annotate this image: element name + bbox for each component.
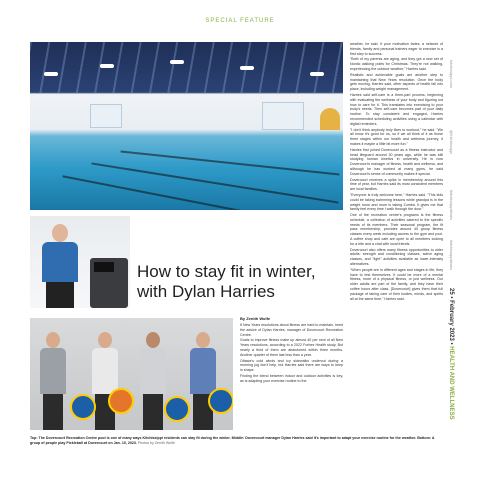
ceiling-light <box>44 72 58 76</box>
article-headline: How to stay fit in winter, with Dylan Harries <box>137 262 316 301</box>
paragraph: "Both of my parents are aging, and they got a new set of Nordic walking poles for Christmas. They're not walking, experiencing the outdoor weather," Harries said. <box>350 57 443 71</box>
caption-text: Top: The Dovercourt Recreation Centre pool is one of many ways Kitchissippi residents can stay fit during the winter. Middle: Dovercourt manager Dylan Harries said it's important to adapt your exercise routine for the weather. Bottom: A group of people play Pickleball at Dovercourt on Jan. 10, 2023. <box>30 436 435 445</box>
page-number: 25 <box>448 288 454 295</box>
paragraph: "When people are in different ages and stages in life, they have to test themselves. It could be more of a mental fitness, more of a physical fitness, or just wellness. Our older adults are part of the family, and they have their coffee hours after class. [Dovercourt] gives them that full package of taking care of their bodies, minds, and spirits all at the same time," Harries said. <box>350 267 443 301</box>
pickleball-group-photo <box>30 318 233 430</box>
wall-panel <box>262 102 304 130</box>
pickleball-paddle <box>208 388 233 414</box>
hot-tub-tower <box>320 108 340 130</box>
person-legs <box>46 282 74 308</box>
paragraph: Finding the blend between indoor and outdoor activities is key, as is adapting your exercise routine to the <box>240 373 343 383</box>
rail-social-instagram: /kitchissippitimes <box>449 240 454 271</box>
paragraph: One of the recreation centre's programs is the fitness schedule, a collection of activities catered to the specific needs of its members. Their seasonal program, the fit pass membership, provides around 40 group fitness classes every week including access to the gym and pool. A coffee shop and cafe are open to all members looking for a bite and a chat with local friends. <box>350 213 443 246</box>
treadmill <box>90 258 128 308</box>
ceiling-light <box>170 60 184 64</box>
group-person <box>140 332 166 430</box>
section-name: HEALTH AND WELLNESS <box>448 346 454 420</box>
ceiling-light <box>100 64 114 68</box>
paragraph: Goals to improve fitness make up almost 40 per cent of all New Years resolutions, according to a 2022 Forbes Health study. But nearly a third of them are abandoned within three months. Another quarter of them last less than a year. <box>240 338 343 357</box>
person-shirt <box>42 242 78 282</box>
person-head <box>52 224 68 242</box>
page-folio: 25 • February 2023 • HEALTH AND WELLNESS <box>448 288 454 420</box>
wall-panel <box>90 104 122 128</box>
paragraph: Dovercourt receives a spike in membership around this time of year, but Harries said its most consistent members are local families. <box>350 177 443 192</box>
group-person <box>40 332 66 430</box>
section-label: SPECIAL FEATURE <box>205 18 275 24</box>
article-body-left <box>240 323 343 433</box>
byline: By Zenith Wolfe <box>240 316 271 321</box>
paragraph: Dovercourt also offers many fitness opportunities to older adults: strength and conditioning classes, active aging classes, and "light" activities available as lower-intensity alternatives. <box>350 247 443 267</box>
group-person <box>92 332 118 430</box>
paragraph: Realistic and achievable goals are another step to maintaining that New Years resolution. Once the body gets moving, Harries said, other aspects of health fall into place, including weight management. <box>350 72 443 92</box>
article-body-right <box>350 42 443 430</box>
rail-social-facebook: /kitchissippitimes <box>449 190 454 221</box>
rail-website: kitchissippi.com <box>449 60 454 89</box>
paragraph: "Everyone is truly welcome here," Harries said. "This kids could be taking swimming lessons while grandpa is in the weight room and mum is taking Zumba. It gives me that family feel every time I walk through the door." <box>350 192 443 212</box>
paragraph: Harries said self-care is a three-part process, beginning with evaluating the wellness of your body and figuring out how to care for it. This translates into exercising to your body's needs. Then self-care becomes part of your daily routine. To stay consistent and engaged, Harries recommended scheduling activities using a calendar with digital reminders. <box>350 92 443 126</box>
photo-credit: Photos by Zenith Wolfe <box>137 441 175 445</box>
paragraph: If New Years resolutions about fitness are hard to maintain, heed the advice of Dylan Harries, manager of Dovercourt Recreation Centre. <box>240 323 343 337</box>
pool-photo <box>30 42 343 210</box>
pickleball-paddle <box>164 396 190 422</box>
group-person <box>190 332 216 430</box>
paragraph: weather, he said. If your motivation fades, a network of friends, family and personal trainers eager to exercise is a first step to success. <box>350 42 443 56</box>
pickleball-paddle <box>70 394 96 420</box>
ceiling-truss <box>30 42 343 94</box>
pickleball-paddle <box>108 388 134 414</box>
paragraph: Harries first joined Dovercourt as a fitness instructor and head lifeguard around 30 years ago, while he was still studying human kinetics in university. He is now Dovercourt's manager of fitness, health and wellness, and although he has worked at many gyms, he said Dovercourt's sense of community makes it special. <box>350 147 443 176</box>
photo-caption <box>30 436 443 446</box>
ceiling-light <box>310 72 324 76</box>
issue-date: February 2023 <box>448 300 454 341</box>
manager-photo <box>30 216 130 308</box>
rail-social-twitter: @Kitchissippi <box>449 130 454 155</box>
ceiling-light <box>240 66 254 70</box>
paragraph: "I don't think anybody truly likes to workout," he said. "We all know it's good for us, so if we all think of it as those three stages within our health and wellness journey, it makes it maybe a little bit more fun." <box>350 127 443 146</box>
paragraph: Ottawa's cold winds and icy sidewalks undercut during a morning jog don't help, but Harries said there are ways to keep in shape. <box>240 358 343 373</box>
